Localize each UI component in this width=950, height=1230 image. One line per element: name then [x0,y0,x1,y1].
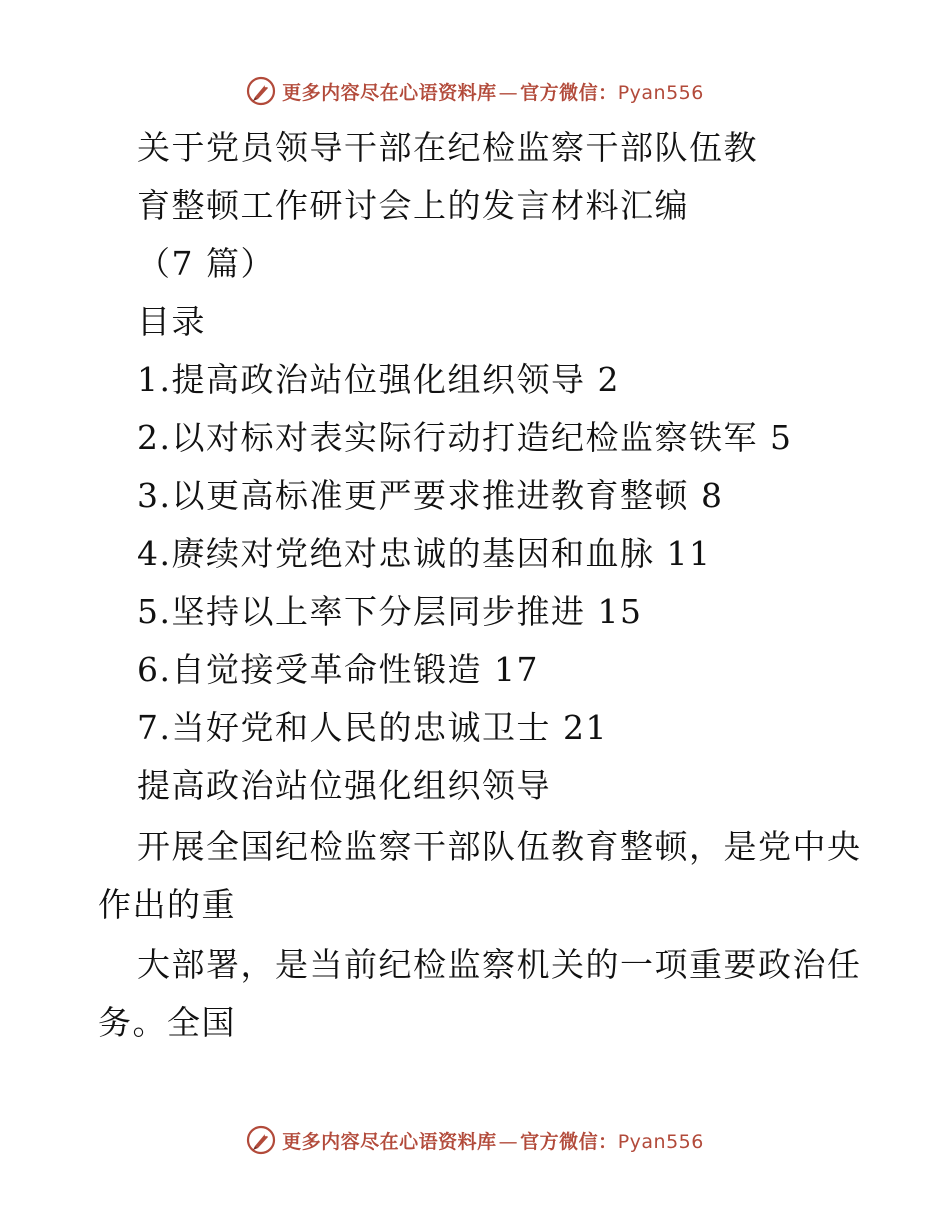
toc-heading: 目录 [137,302,206,341]
watermark-text [282,1127,704,1154]
paragraph-1-line-1: 开展全国纪检监察干部队伍教育整顿，是党中央 [137,827,862,866]
pen-nib-logo-icon [246,76,276,106]
watermark-text [282,78,704,105]
toc-item: 3.以更高标准更严要求推进教育整顿 8 [137,476,724,515]
footer-watermark [0,1120,950,1160]
watermark-separator: — [498,1130,519,1153]
toc-item: 2.以对标对表实际行动打造纪检监察铁军 5 [137,418,793,457]
watermark-slogan: 更多内容尽在心语资料库 [282,81,497,104]
paragraph-1-line-2: 作出的重 [98,885,236,924]
header-watermark [0,71,950,111]
toc-item: 1.提高政治站位强化组织领导 2 [137,360,620,399]
watermark-wechat-id: Pyan556 [617,1130,704,1153]
toc-item: 5.坚持以上率下分层同步推进 15 [137,592,643,631]
toc-item: 6.自觉接受革命性锻造 17 [137,650,539,689]
toc-item: 7.当好党和人民的忠诚卫士 21 [137,708,608,747]
document-title-line-2: 育整顿工作研讨会上的发言材料汇编 [137,186,689,225]
section-title: 提高政治站位强化组织领导 [137,766,551,805]
paragraph-2-line-1: 大部署，是当前纪检监察机关的一项重要政治任 [137,945,862,984]
paragraph-2-line-2: 务。全国 [98,1003,236,1042]
document-title-line-1: 关于党员领导干部在纪检监察干部队伍教 [137,128,758,167]
pen-nib-logo-icon [246,1125,276,1155]
watermark-official-label: 官方微信： [520,1130,618,1153]
toc-item: 4.赓续对党绝对忠诚的基因和血脉 11 [137,534,712,573]
watermark-wechat-id: Pyan556 [617,81,704,104]
watermark-official-label: 官方微信： [520,81,618,104]
document-count-note: （7 篇） [137,244,275,283]
watermark-slogan: 更多内容尽在心语资料库 [282,1130,497,1153]
watermark-separator: — [498,81,519,104]
